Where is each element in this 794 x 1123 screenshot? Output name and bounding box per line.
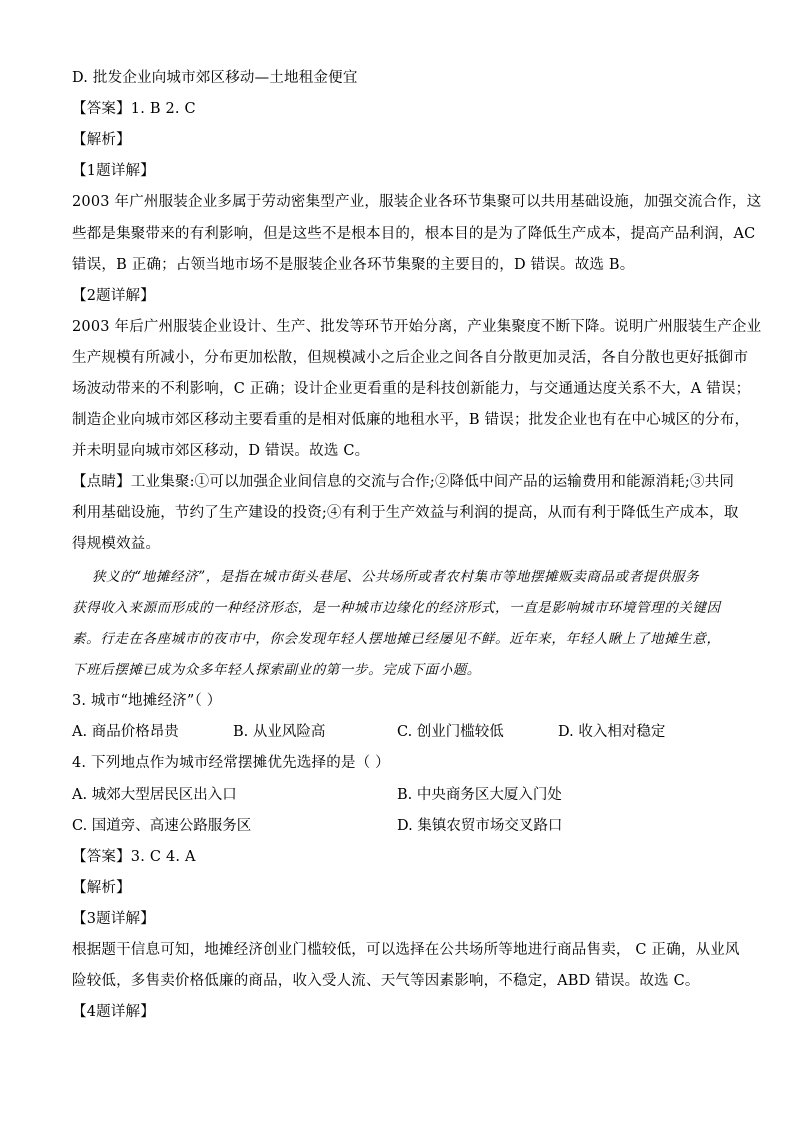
passage-line: 狭义的“地摊经济”，是指在城市街头巷尾、公共场所或者农村集市等地摆摊贩卖商品或者提供服务: [92, 569, 700, 585]
q2-detail-line: 制造企业向城市郊区移动主要看重的是相对低廉的地租水平，B 错误；批发企业也有在中心城区的分布，: [72, 412, 750, 428]
answer-1-2: 【答案】1. B 2. C: [72, 101, 196, 117]
q2-detail-line: 生产规模有所减小，分布更加松散，但规模减小之后企业之间各自分散更加灵活，各自分散也更好抵御市: [72, 350, 749, 366]
passage-line: 素。行走在各座城市的夜市中，你会发现年轻人摆地摊已经屡见不鲜。近年来，年轻人瞅上了地摊生意，: [72, 631, 721, 647]
analysis-heading-2: 【解析】: [72, 880, 131, 896]
q1-detail-line: 些都是集聚带来的有利影响，但是这些不是根本目的，根本目的是为了降低生产成本，提高产品利润，AC: [72, 226, 756, 242]
tip-line: 得规模效益。: [72, 536, 161, 552]
q2-detail-line: 并未明显向城市郊区移动，D 错误。故选 C。: [72, 443, 370, 459]
tip-line: 【点睛】工业集聚:①可以加强企业间信息的交流与合作;②降低中间产品的运输费用和能源消耗;③共同: [72, 474, 735, 490]
q2-detail-heading: 【2题详解】: [72, 288, 155, 304]
q3-detail-line: 根据题干信息可知，地摊经济创业门槛较低，可以选择在公共场所等地进行商品售卖， C 正确，从业风: [72, 942, 740, 958]
q1-detail-line: 错误，B 正确；占领当地市场不是服装企业各环节集聚的主要目的，D 错误。故选 B。: [72, 257, 635, 273]
tip-line: 利用基础设施，节约了生产建设的投资;④有利于生产效益与利润的提高，从而有利于降低生产成本，取: [72, 505, 739, 521]
q1-detail-line: 2003 年广州服装企业多属于劳动密集型产业，服装企业各环节集聚可以共用基础设施，加强交流合作，这: [72, 194, 762, 210]
q3-stem: 3. 城市“地摊经济”（ ）: [72, 693, 222, 709]
passage-line: 获得收入来源而形成的一种经济形态，是一种城市边缘化的经济形式，一直是影响城市环境管理的关键因: [72, 600, 721, 616]
q4-stem: 4. 下列地点作为城市经常摆摊优先选择的是（ ）: [72, 755, 390, 771]
q3-option-b: B. 从业风险高: [233, 724, 326, 740]
q4-detail-heading: 【4题详解】: [72, 1004, 155, 1020]
passage-line: 下班后摆摊已成为众多年轻人探索副业的第一步。完成下面小题。: [72, 662, 481, 678]
answer-3-4: 【答案】3. C 4. A: [72, 849, 196, 865]
q4-option-b: B. 中央商务区大厦入门处: [397, 787, 562, 803]
analysis-heading-1: 【解析】: [72, 132, 131, 148]
q3-option-c: C. 创业门槛较低: [397, 724, 504, 740]
q3-option-a: A. 商品价格昂贵: [72, 724, 179, 740]
q3-detail-heading: 【3题详解】: [72, 911, 155, 927]
q4-option-a: A. 城郊大型居民区出入口: [72, 787, 237, 803]
q1-detail-heading: 【1题详解】: [72, 163, 155, 179]
q4-option-d: D. 集镇农贸市场交叉路口: [397, 818, 563, 834]
q2-detail-line: 2003 年后广州服装企业设计、生产、批发等环节开始分离，产业集聚度不断下降。说明广州服装生产企业: [72, 319, 762, 335]
q3-option-d: D. 收入相对稳定: [558, 724, 666, 740]
q4-option-c: C. 国道旁、高速公路服务区: [72, 818, 252, 834]
q2-detail-line: 场波动带来的不利影响，C 正确；设计企业更看重的是科技创新能力，与交通通达度关系不大，A 错误；: [72, 381, 751, 397]
q3-detail-line: 险较低，多售卖价格低廉的商品，收入受人流、天气等因素影响，不稳定，ABD 错误。故选 C。: [72, 973, 700, 989]
previous-option-d: D. 批发企业向城市郊区移动—土地租金便宜: [72, 70, 358, 86]
